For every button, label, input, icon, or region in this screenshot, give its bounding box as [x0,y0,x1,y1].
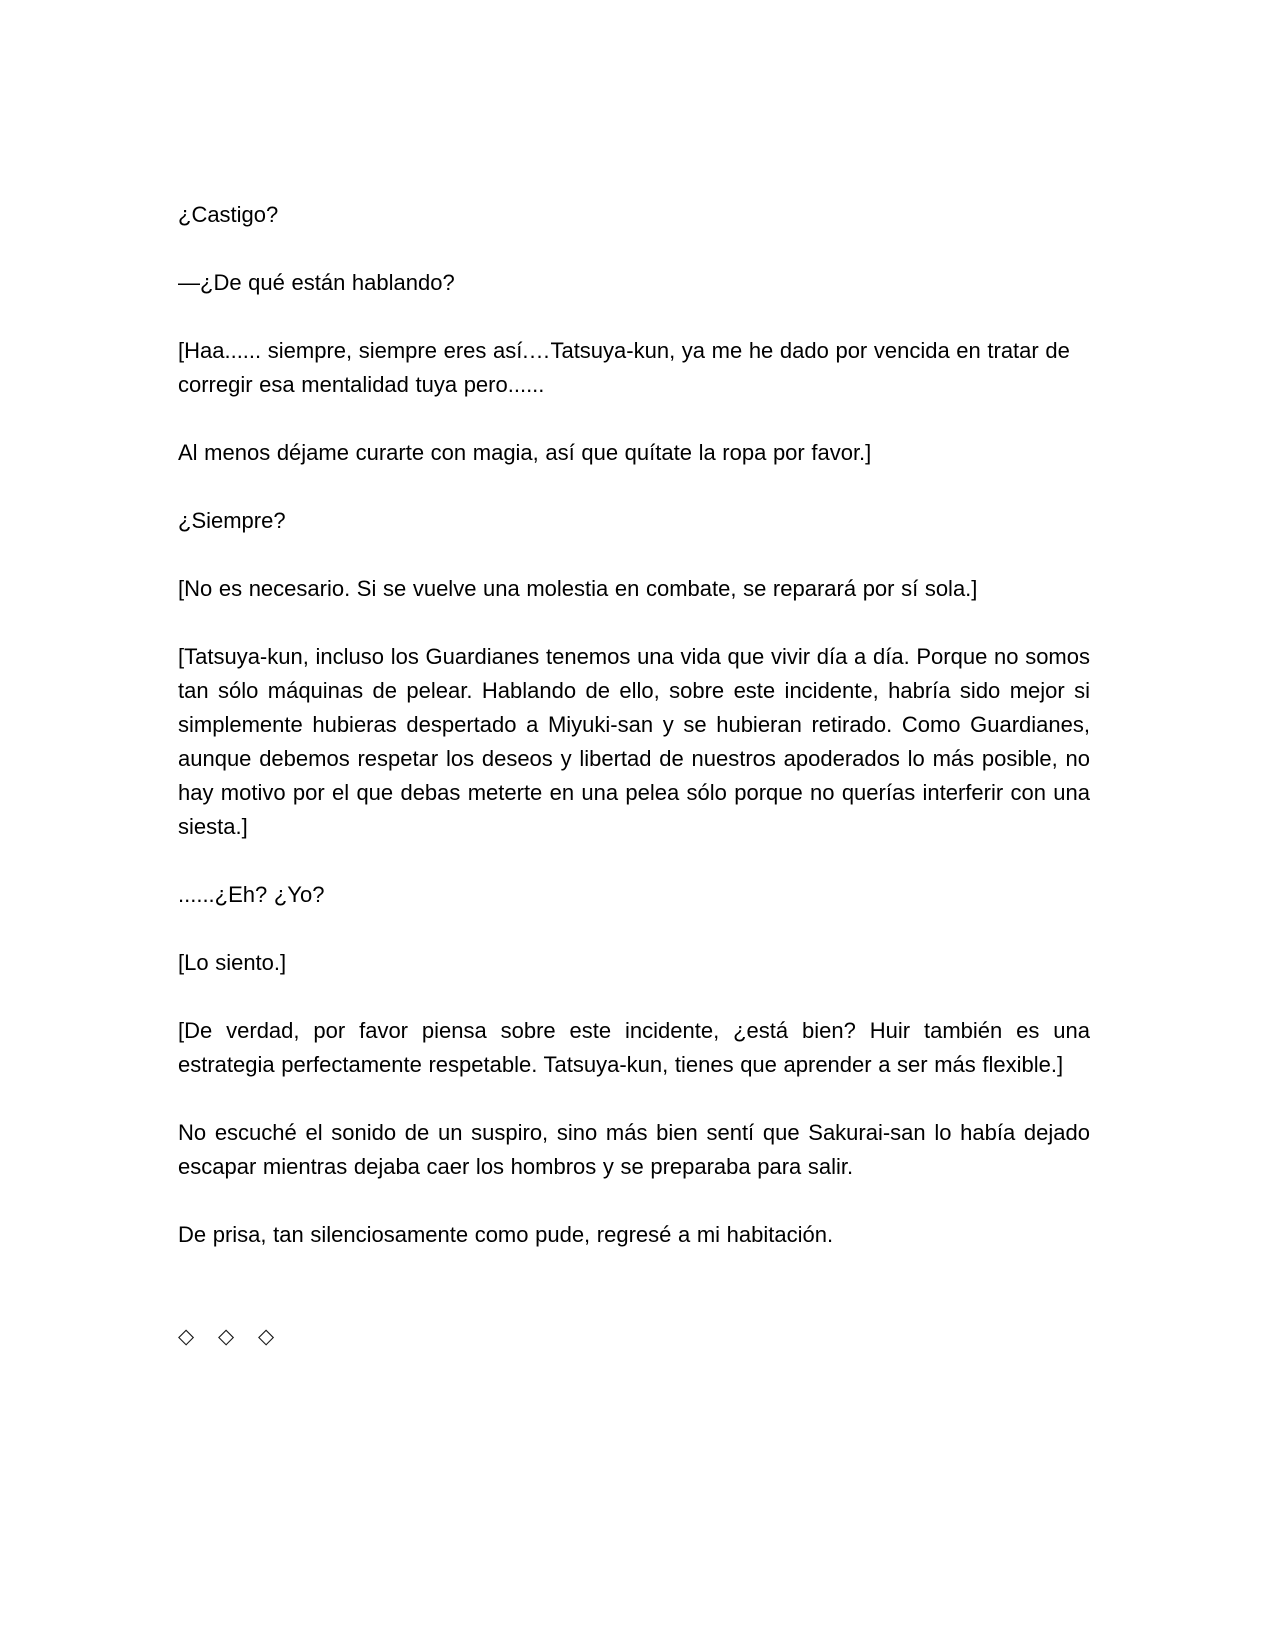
paragraph-eh-yo: ......¿Eh? ¿Yo? [178,882,325,907]
paragraph-siempre: ¿Siempre? [178,508,286,533]
paragraph-de-que-hablan: —¿De qué están hablando? [178,270,455,295]
paragraph-castigo: ¿Castigo? [178,202,279,227]
section-separator-diamonds: ◇ ◇ ◇ [178,1325,284,1348]
paragraph-no-es-necesario: [No es necesario. Si se vuelve una molestia en combate, se reparará por sí sola.] [178,576,978,601]
page-content [178,198,1090,1354]
paragraph-no-escuche: No escuché el sonido de un suspiro, sino más bien sentí que Sakurai-san lo había dejado escapar mientras dejaba caer los hombros y se preparaba para salir. [178,1120,1090,1179]
paragraph-lo-siento: [Lo siento.] [178,950,287,975]
paragraph-de-verdad: [De verdad, por favor piensa sobre este incidente, ¿está bien? Huir también es una estrategia perfectamente respetable. Tatsuya-kun, tienes que aprender a ser más flexible.] [178,1018,1090,1077]
paragraph-al-menos: Al menos déjame curarte con magia, así que quítate la ropa por favor.] [178,440,872,465]
paragraph-de-prisa: De prisa, tan silenciosamente como pude, regresé a mi habitación. [178,1222,834,1247]
paragraph-guardianes: [Tatsuya-kun, incluso los Guardianes tenemos una vida que vivir día a día. Porque no somos tan sólo máquinas de pelear. Hablando de ello, sobre este incidente, habría sido mejor si simplemente hubieras despertado a Miyuki-san y se hubieran retirado. Como Guardianes, aunque debemos respetar los deseos y libertad de nuestros apoderados lo más posible, no hay motivo por el que debas meterte en una pelea sólo porque no querías interferir con una siesta.] [178,644,1090,839]
paragraph-haa-siempre: [Haa...... siempre, siempre eres así.…Tatsuya-kun, ya me he dado por vencida en tratar de corregir esa mentalidad tuya pero...... [178,338,1070,397]
